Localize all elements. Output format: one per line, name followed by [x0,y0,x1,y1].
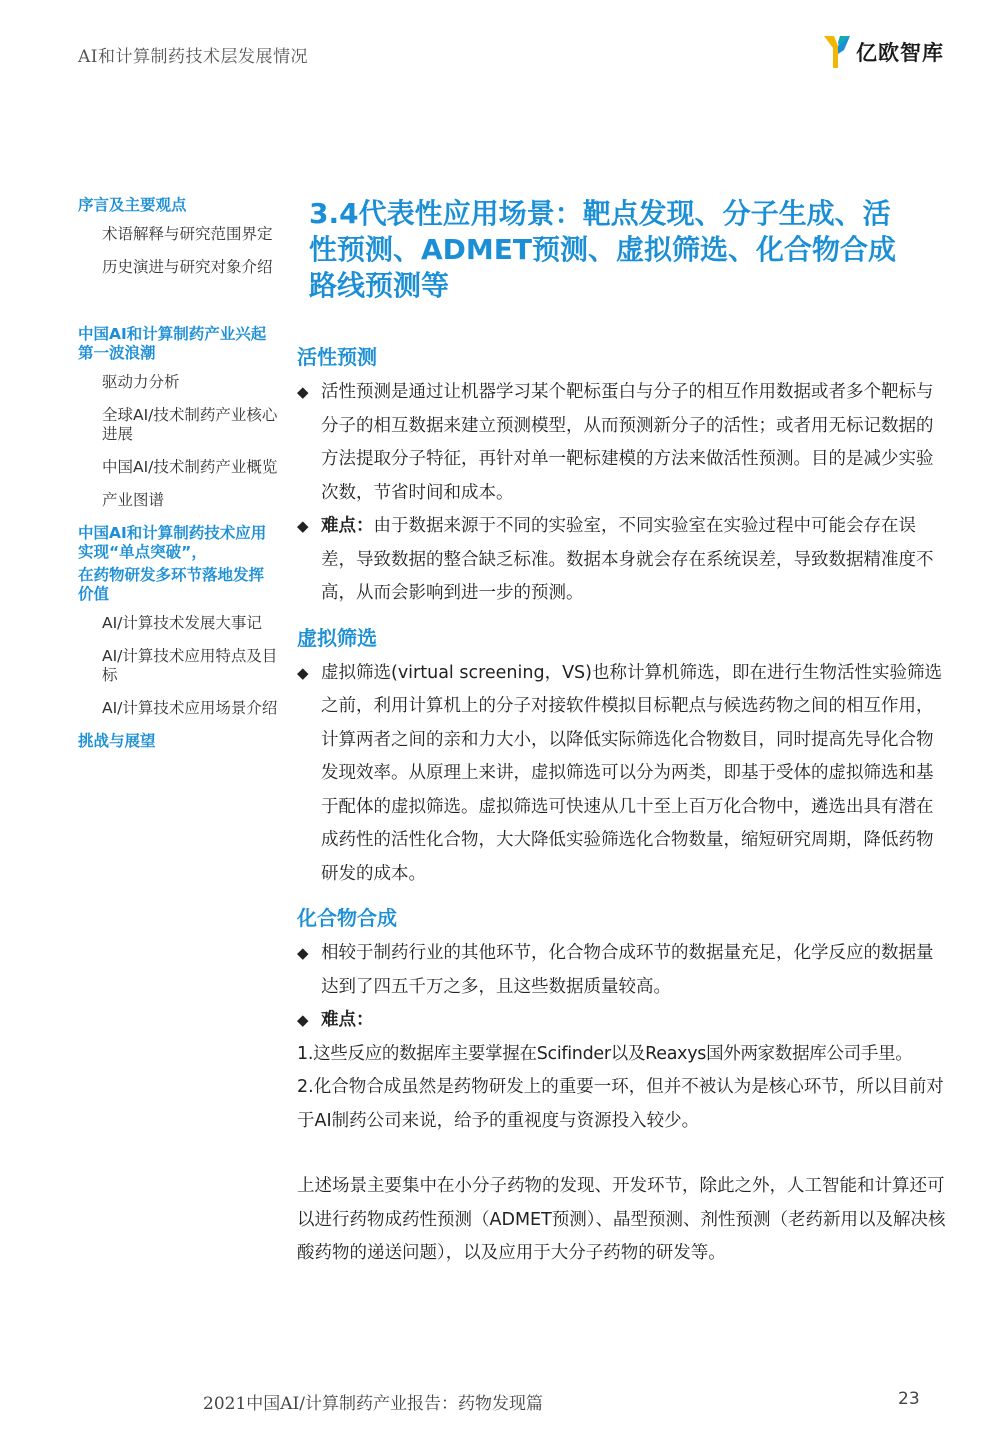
diamond-bullet-icon: ◆ [297,1011,309,1029]
sidebar-item-features[interactable]: AI/计算技术应用特点及目标 [102,647,278,684]
diamond-bullet-icon: ◆ [297,944,309,962]
diamond-bullet-icon: ◆ [297,383,309,401]
difficulty-label: 难点： [321,1010,374,1030]
logo-text: 亿欧智库 [856,41,944,65]
sidebar-item-history[interactable]: 历史演进与研究对象介绍 [102,258,273,276]
sidebar-section-challenges[interactable]: 挑战与展望 [78,732,156,750]
footer-report-title: 2021中国AI/计算制药产业报告：药物发现篇 [203,1394,543,1414]
sidebar-item-drivers[interactable]: 驱动力分析 [102,373,180,391]
diamond-bullet-icon: ◆ [297,517,309,535]
difficulty-point-2: 2.化合物合成虽然是药物研发上的重要一环，但并不被认为是核心环节，所以目前对于AI制药公司来说，给予的重视度与资源投入较少。 [297,1077,944,1131]
logo-icon [822,34,852,70]
page-number: 23 [898,1389,920,1409]
header-title: AI和计算制药技术层发展情况 [78,47,308,67]
list-item: ◆ 难点：由于数据来源于不同的实验室，不同实验室在实验过程中可能会存在误差，导致数据的整合缺乏标准。数据本身就会存在系统误差，导致数据精准度不高，从而会影响到进一步的预测。 [297,510,947,611]
sidebar-item-milestones[interactable]: AI/计算技术发展大事记 [102,614,262,632]
section-title-synthesis: 化合物合成 [297,906,397,930]
diamond-bullet-icon: ◆ [297,663,309,682]
sidebar-item-scenarios[interactable]: AI/计算技术应用场景介绍 [102,699,278,717]
page-title: 3.4代表性应用场景：靶点发现、分子生成、活性预测、ADMET预测、虚拟筛选、化合物合成路线预测等 [309,197,897,302]
sidebar-section-industry[interactable]: 中国AI和计算制药产业兴起第一波浪潮 [78,325,267,362]
section-title-activity: 活性预测 [297,345,377,369]
logo [822,34,944,70]
sidebar-section-preface[interactable]: 序言及主要观点 [78,196,187,214]
list-item [297,1004,947,1038]
sidebar-item-global[interactable]: 全球AI/技术制药产业核心进展 [102,406,278,443]
sidebar-item-china[interactable]: 中国AI/技术制药产业概览 [102,458,278,476]
main-content [297,196,947,1271]
list-item: ◆ 相较于制药行业的其他环节，化合物合成环节的数据量充足，化学反应的数据量达到了四五千万之多，且这些数据质量较高。 [297,937,947,1004]
list-item: ◆ 虚拟筛选(virtual screening，VS)也称计算机筛选，即在进行生物活性实验筛选之前，利用计算机上的分子对接软件模拟目标靶点与候选药物之间的相互作用，计算两者之间的亲和力大小，以降低实际筛选化合物数目，同时提高先导化合物发现效率。从原理上来讲，虚拟筛选可以分为两类，即基于受体的虚拟筛选和基于配体的虚拟筛选。虚拟筛选可快速从几十至上百万化合物中，遴选出具有潜在成药性的活性化合物，大大降低实验筛选化合物数量，缩短研究周期，降低药物研发的成本。 [297,657,947,892]
difficulty-point-1: 1.这些反应的数据库主要掌握在Scifinder以及Reaxys国外两家数据库公司手里。 [297,1043,913,1064]
section-title-virtual-screening: 虚拟筛选 [297,625,377,650]
sidebar-section-application[interactable] [78,524,278,562]
sidebar-item-terms[interactable]: 术语解释与研究范围界定 [102,225,273,243]
summary-paragraph: 上述场景主要集中在小分子药物的发现、开发环节，除此之外，人工智能和计算还可以进行药物成药性预测（ADMET预测）、晶型预测、剂性预测（老药新用以及解决核酸药物的递送问题），以及应用于大分子药物的研发等。 [297,1176,946,1263]
sidebar-section-application-line1: 中国AI和计算制药技术应用实现“单点突破”， [78,524,267,561]
sidebar-item-map[interactable]: 产业图谱 [102,491,165,509]
sidebar-section-application-line2[interactable]: 在药物研发多环节落地发挥价值 [78,566,265,603]
difficulty-label: 难点： [321,516,374,536]
sidebar-nav [78,196,278,761]
list-item: ◆ 活性预测是通过让机器学习某个靶标蛋白与分子的相互作用数据或者多个靶标与分子的相互数据来建立预测模型，从而预测新分子的活性；或者用无标记数据的方法提取分子特征，再针对单一靶标建模的方法来做活性预测。目的是减少实验次数，节省时间和成本。 [297,376,947,510]
